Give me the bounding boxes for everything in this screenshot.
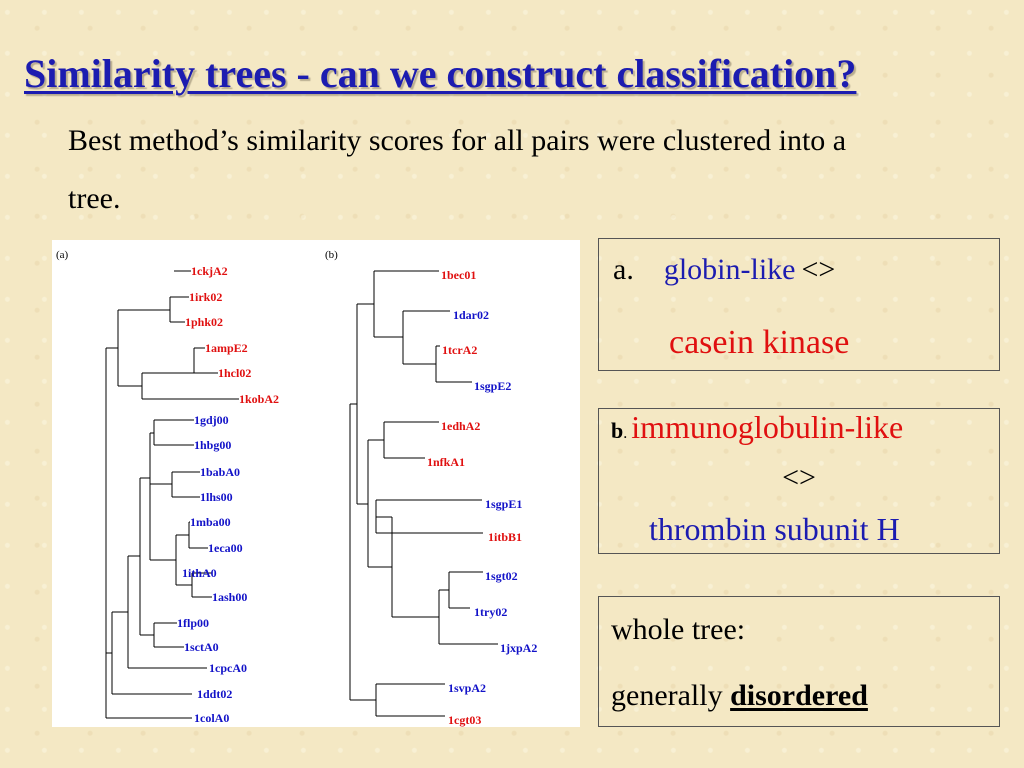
box-b-marker: b [611,418,624,443]
intro-text: Best method’s similarity scores for all pairs were clustered into a tree. [68,124,847,215]
whole-tree-box [598,596,1000,727]
tree-leaf-1ampE2: 1ampE2 [205,341,248,355]
tree-b-branches [350,271,498,716]
tree-leaf-1sgt02: 1sgt02 [485,569,518,583]
tree-leaf-1hbg00: 1hbg00 [194,438,232,452]
tree-leaf-1irk02: 1irk02 [189,290,223,304]
tree-leaf-1edhA2: 1edhA2 [441,419,481,433]
tree-leaf-1kobA2: 1kobA2 [239,392,280,406]
immunoglobulin-thrombin-box: b. immunoglobulin-like <> thrombin subunit H [598,408,1000,554]
tree-leaf-1dar02: 1dar02 [453,308,489,322]
thrombin-subunit-label: thrombin subunit H [649,511,900,547]
box-a-marker: a. [613,253,634,286]
tree-b-label: (b) [325,249,338,261]
tree-leaf-1ash00: 1ash00 [212,590,248,604]
slide-title: Similarity trees - can we construct classification? [24,51,857,96]
tree-a-label: (a) [56,249,69,261]
immunoglobulin-like-label: immunoglobulin-like [631,409,904,445]
disordered-label: disordered [730,679,868,712]
tree-leaf-1sgpE1: 1sgpE1 [485,497,523,511]
tree-svg [52,240,580,727]
box-b-symbol: <> [782,461,816,494]
tree-leaf-1tcrA2: 1tcrA2 [442,343,478,357]
tree-leaf-1eca00: 1eca00 [208,541,243,555]
tree-leaf-1bec01: 1bec01 [441,268,477,282]
tree-leaf-1ithA0: 1ithA0 [182,566,217,580]
tree-leaf-1sgpE2: 1sgpE2 [474,379,512,393]
tree-leaf-1jxpA2: 1jxpA2 [500,641,538,655]
generally-label: generally [611,679,723,712]
tree-leaf-1sctA0: 1sctA0 [184,640,219,654]
tree-leaf-1nfkA1: 1nfkA1 [427,455,466,469]
tree-leaf-1colA0: 1colA0 [194,711,230,725]
tree-figure [52,240,580,727]
tree-leaf-1cpcA0: 1cpcA0 [209,661,247,675]
tree-leaf-1gdj00: 1gdj00 [194,413,229,427]
tree-b-leaves [427,268,537,727]
tree-leaf-1lhs00: 1lhs00 [200,490,233,504]
casein-kinase-label: casein kinase [669,324,850,361]
tree-leaf-1flp00: 1flp00 [177,616,210,630]
tree-leaf-1hcl02: 1hcl02 [218,366,252,380]
whole-tree-label: whole tree: [611,613,746,646]
tree-a-leaves [177,264,279,725]
tree-leaf-1ddt02: 1ddt02 [197,687,233,701]
tree-leaf-1phk02: 1phk02 [185,315,224,329]
tree-leaf-1itbB1: 1itbB1 [488,530,523,544]
box-a-symbol: <> [801,253,836,286]
globin-casein-box [598,238,1000,371]
tree-leaf-1cgt03: 1cgt03 [448,713,482,727]
globin-like-label: globin-like [663,253,796,286]
tree-leaf-1ckjA2: 1ckjA2 [191,264,228,278]
generally-disordered-text [611,679,868,713]
tree-leaf-1try02: 1try02 [474,605,508,619]
tree-leaf-1babA0: 1babA0 [200,465,241,479]
tree-leaf-1mba00: 1mba00 [190,515,231,529]
tree-leaf-1svpA2: 1svpA2 [448,681,487,695]
